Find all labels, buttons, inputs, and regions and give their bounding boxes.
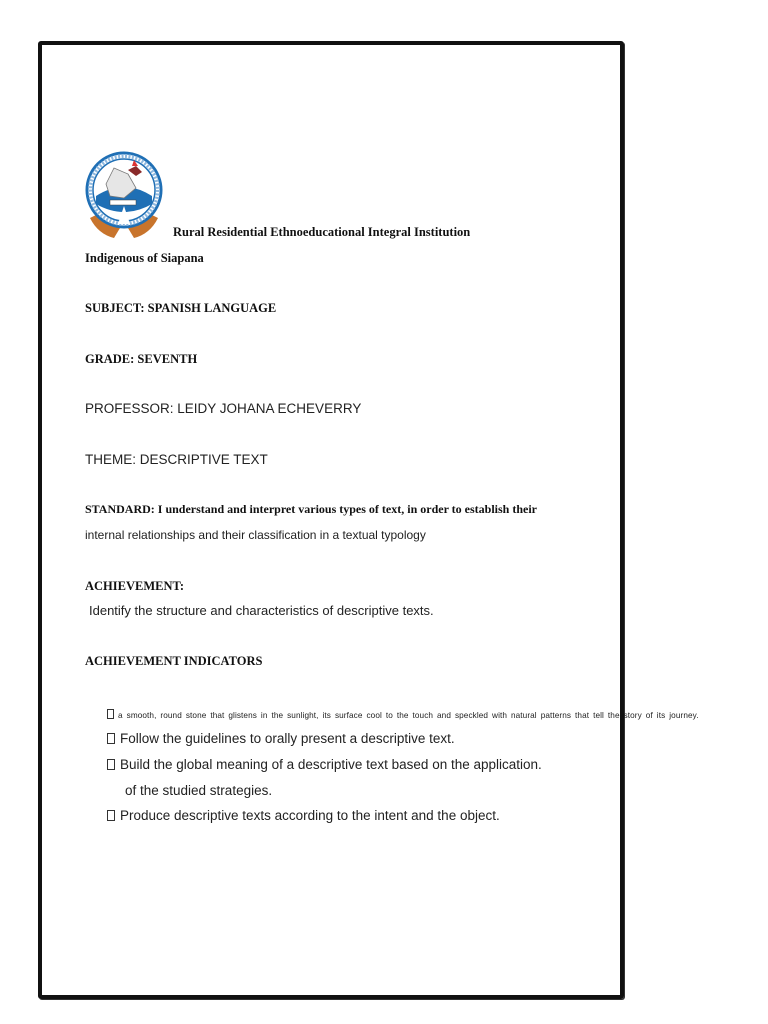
checkbox-bullet-icon	[107, 733, 115, 744]
standard-line1: STANDARD: I understand and interpret various types of text, in order to establish their	[85, 502, 538, 516]
indicator-item-text: Produce descriptive texts according to the intent and the object.	[120, 808, 500, 823]
indicator-item	[107, 709, 699, 720]
subject-field: SUBJECT: SPANISH LANGUAGE	[85, 301, 277, 315]
indicator-item-continuation: of the studied strategies.	[125, 783, 273, 798]
indicator-item-text: Build the global meaning of a descriptive text based on the application.	[120, 757, 542, 772]
indicator-item-text: Follow the guidelines to orally present a descriptive text.	[120, 731, 455, 746]
achievement-text: Identify the structure and characteristics of descriptive texts.	[89, 603, 434, 618]
institution-name-line2: Indigenous of Siapana	[85, 251, 204, 265]
indicator-item	[107, 757, 542, 772]
indicator-item-text: a smooth, round stone that glistens in the sunlight, its surface cool to the touch and speckled with natural patterns that tell the story of its journey.	[118, 711, 699, 720]
indicators-heading: ACHIEVEMENT INDICATORS	[85, 654, 263, 668]
indicator-item	[107, 808, 500, 823]
checkbox-bullet-icon	[107, 810, 115, 821]
professor-field: PROFESSOR: LEIDY JOHANA ECHEVERRY	[85, 401, 362, 416]
theme-field: THEME: DESCRIPTIVE TEXT	[85, 452, 268, 467]
achievement-heading: ACHIEVEMENT:	[85, 579, 185, 593]
indicator-item	[107, 731, 455, 746]
checkbox-bullet-icon	[107, 709, 114, 719]
checkbox-bullet-icon	[107, 759, 115, 770]
institution-name-line1: Rural Residential Ethnoeducational Integral Institution	[173, 225, 471, 239]
grade-field: GRADE: SEVENTH	[85, 352, 198, 366]
institution-seal-logo-icon	[84, 148, 164, 240]
standard-line2: internal relationships and their classification in a textual typology	[85, 528, 426, 542]
